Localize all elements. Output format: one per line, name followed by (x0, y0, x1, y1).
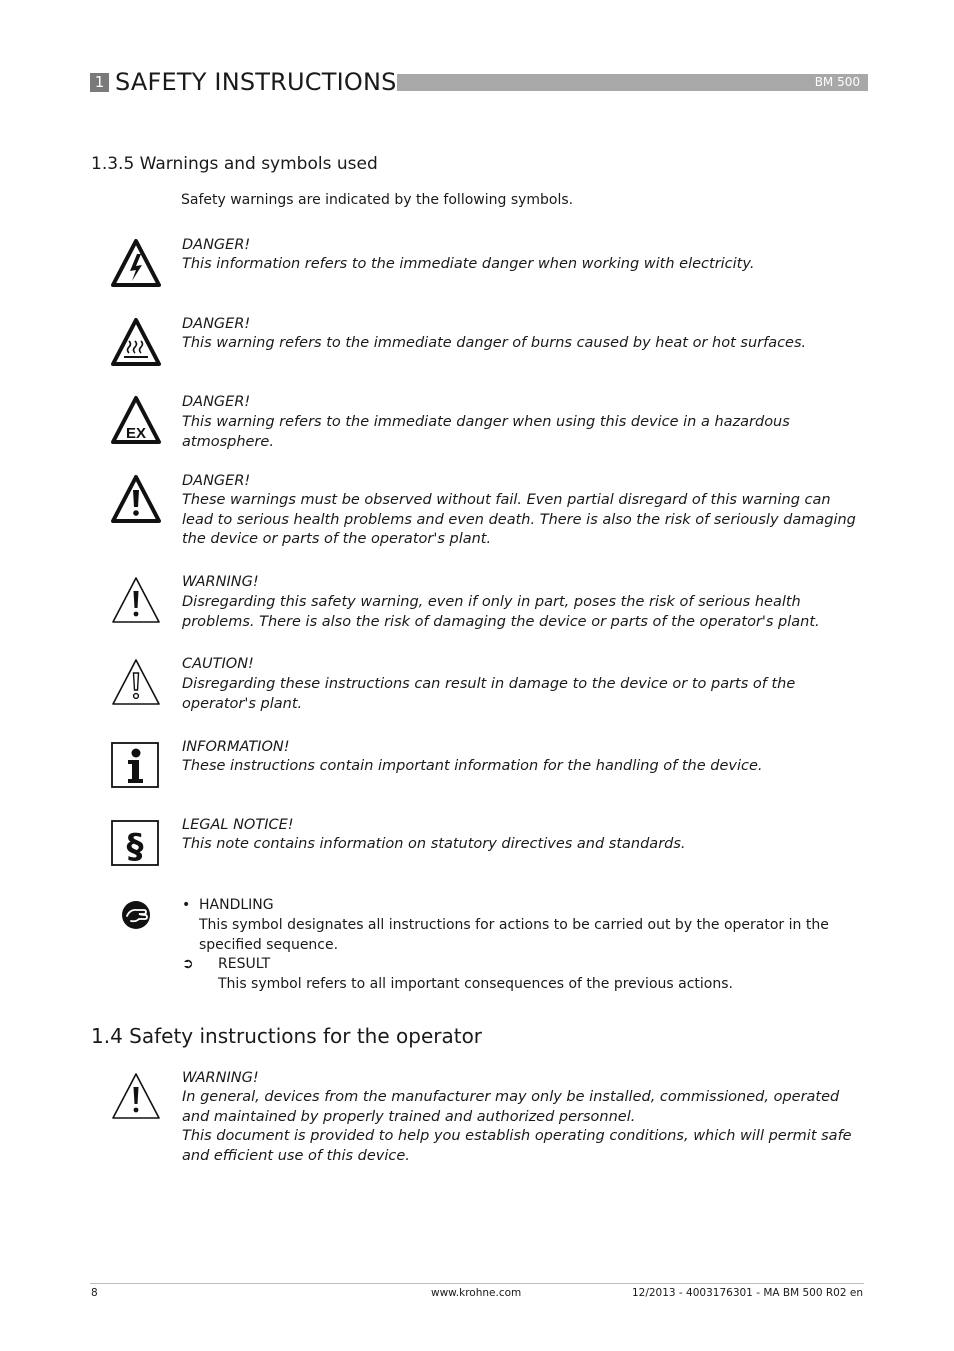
warning-text-1: In general, devices from the manufacturer may only be installed, commissioned, operated and maintained by properly trained and authorized personnel. (182, 1089, 840, 1125)
result-label: RESULT (218, 956, 271, 972)
general-danger-icon (110, 474, 162, 524)
symbol-title: DANGER! (182, 237, 251, 253)
page-header (90, 67, 868, 97)
symbol-text: Disregarding this safety warning, even if only in part, poses the risk of serious health problems. There is also the risk of damaging the device or parts of the operator's plant. (182, 594, 820, 630)
hot-surface-danger-icon (110, 317, 162, 367)
result-arrow-icon: ➲ (182, 956, 194, 972)
warning-icon (110, 1071, 162, 1121)
symbol-text: Disregarding these instructions can result in damage to the device or to parts of the operator's plant. (182, 676, 796, 712)
symbol-title: DANGER! (182, 394, 251, 410)
handling-hand-icon (121, 900, 153, 930)
symbol-title: LEGAL NOTICE! (182, 817, 294, 833)
footer-doc-ref: 12/2013 - 4003176301 - MA BM 500 R02 en (631, 1287, 863, 1299)
section-heading-1-4: 1.4 Safety instructions for the operator (91, 1024, 483, 1048)
warning-icon (110, 575, 162, 625)
warning-title: WARNING! (182, 1070, 259, 1086)
symbol-text: This warning refers to the immediate danger of burns caused by heat or hot surfaces. (182, 335, 807, 351)
warning-text-2: This document is provided to help you establish operating conditions, which will permit safe and efficient use of this device. (182, 1128, 852, 1164)
legal-notice-icon (110, 819, 162, 869)
symbol-text: This information refers to the immediate danger when working with electricity. (182, 256, 755, 272)
symbol-text: These instructions contain important information for the handling of the device. (182, 758, 763, 774)
symbol-text: These warnings must be observed without fail. Even partial disregard of this warning can lead to serious health problems and even death. There is also the risk of seriously damaging the device or parts of the operator's plant. (182, 492, 856, 547)
symbol-title: WARNING! (182, 574, 259, 590)
information-icon (110, 741, 162, 791)
result-description: This symbol refers to all important consequences of the previous actions. (218, 976, 733, 992)
footer-divider (90, 1283, 864, 1284)
ex-atmosphere-danger-icon (110, 395, 162, 445)
symbol-text: This note contains information on statutory directives and standards. (182, 836, 686, 852)
symbol-title: INFORMATION! (182, 739, 290, 755)
svg-text:§: § (126, 827, 144, 867)
symbol-title: DANGER! (182, 473, 251, 489)
symbol-title: CAUTION! (182, 656, 254, 672)
handling-bullet: • (182, 897, 191, 913)
caution-icon (110, 657, 162, 707)
document-code: BM 500 (814, 75, 860, 89)
symbol-text: This warning refers to the immediate danger when using this device in a hazardous atmosphere. (182, 414, 790, 450)
section-heading-1-3-5: 1.3.5 Warnings and symbols used (91, 154, 378, 174)
electricity-danger-icon (110, 238, 162, 288)
page-number: 8 (91, 1287, 98, 1299)
chapter-number: 1 (90, 73, 109, 92)
chapter-title: SAFETY INSTRUCTIONS (115, 68, 397, 96)
footer-website: www.krohne.com (431, 1287, 522, 1299)
svg-text:EX: EX (125, 425, 147, 442)
handling-label: HANDLING (199, 897, 274, 913)
handling-description: This symbol designates all instructions for actions to be carried out by the operator in the specified sequence. (199, 917, 829, 953)
symbol-title: DANGER! (182, 316, 251, 332)
intro-text: Safety warnings are indicated by the following symbols. (181, 192, 574, 208)
header-bar (397, 74, 868, 91)
